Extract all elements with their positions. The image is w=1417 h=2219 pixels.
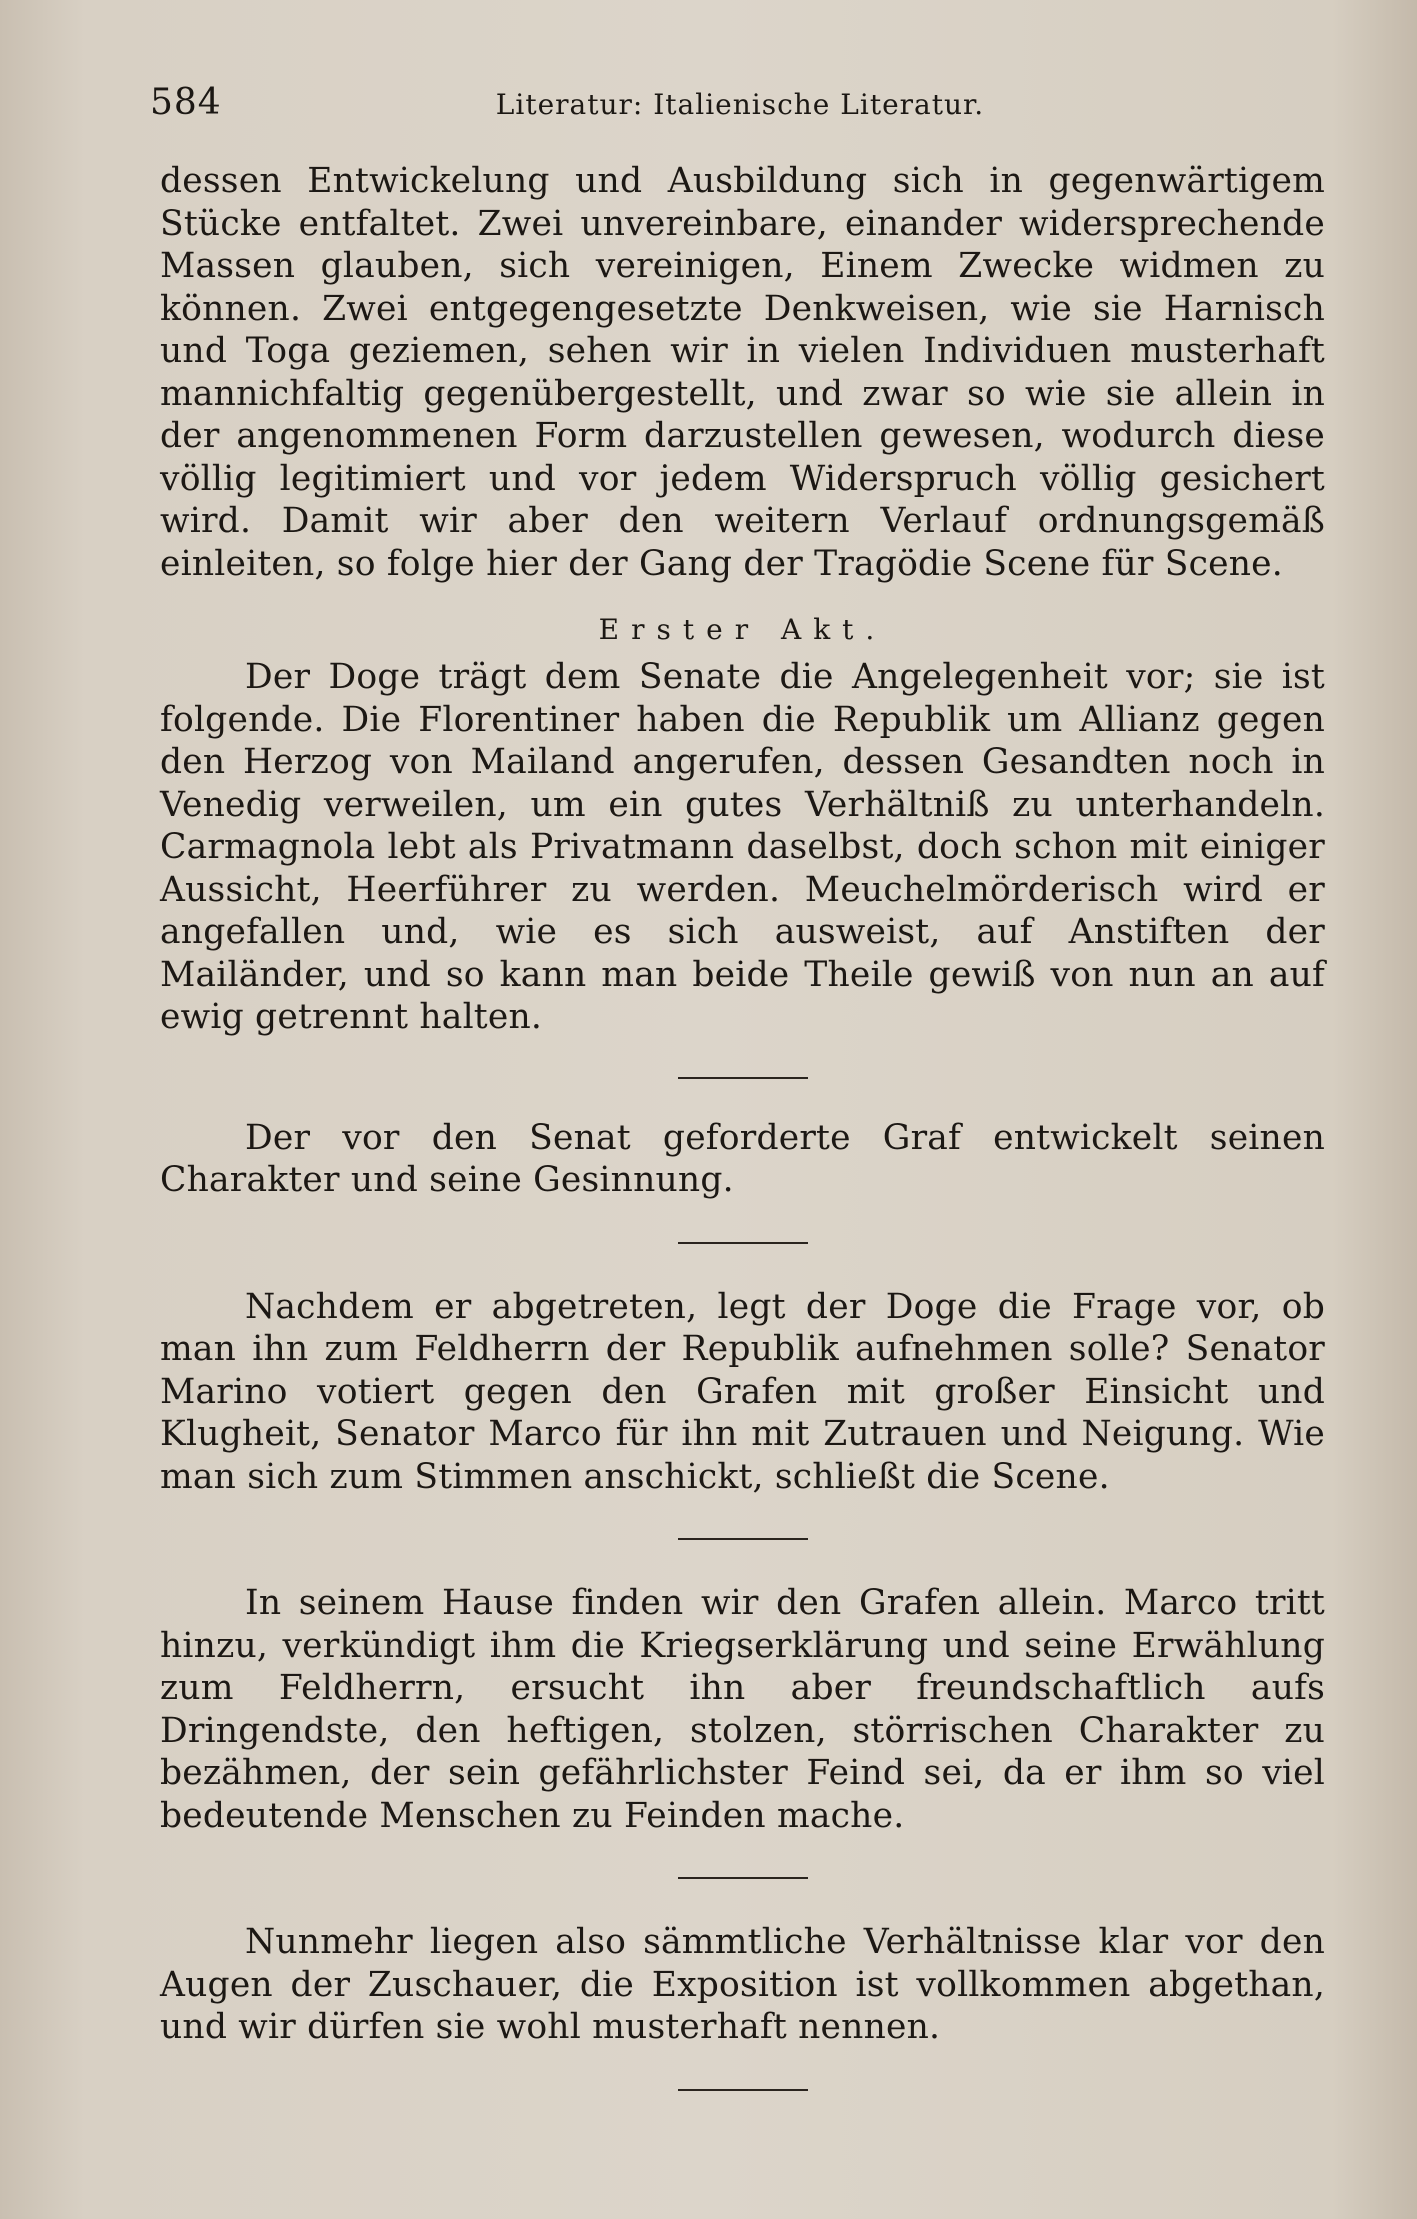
body-text bbox=[160, 160, 1325, 2091]
section-divider bbox=[678, 1077, 808, 1079]
section-divider bbox=[678, 1877, 808, 1879]
section-divider bbox=[678, 2089, 808, 2091]
paragraph-marco-visit: In seinem Hause finden wir den Grafen allein. Marco tritt hinzu, verkündigt ihm die Kriegserklärung und seine Erwählung zum Feldherrn, ersucht ihn aber freundschaftlich aufs Dringendste, den heftigen, stolzen, störrischen Charakter zu bezähmen, der sein gefährlichster Feind sei, da er ihm so viel bedeutende Menschen zu Feinden mache. bbox=[160, 1583, 1325, 1836]
section-divider bbox=[678, 1538, 808, 1540]
page-header bbox=[150, 82, 1330, 132]
paragraph-vote: Nachdem er abgetreten, legt der Doge die Frage vor, ob man ihn zum Feldherrn der Republik aufnehmen solle? Senator Marino votiert gegen den Grafen mit großer Einsicht und Klugheit, Senator Marco für ihn mit Zutrauen und Neigung. Wie man sich zum Stimmen anschickt, schließt die Scene. bbox=[160, 1286, 1325, 1497]
paragraph-exposition: Nunmehr liegen also sämmtliche Verhältnisse klar vor den Augen der Zuschauer, die Exposition ist vollkommen abgethan, und wir dürfen sie wohl musterhaft nennen. bbox=[160, 1922, 1325, 2047]
section-divider bbox=[678, 1242, 808, 1244]
paragraph-doge-senate: Der Doge trägt dem Senate die Angelegenheit vor; sie ist folgende. Die Florentiner haben die Republik um Allianz gegen den Herzog von Mailand angerufen, dessen Gesandten noch in Venedig verweilen, um ein gutes Verhältniß zu unterhandeln. Carmagnola lebt als Privatmann daselbst, doch schon mit einiger Aussicht, Heerführer zu werden. Meuchelmörderisch wird er angefallen und, wie es sich ausweist, auf Anstiften der Mailänder, und so kann man beide Theile gewiß von nun an auf ewig getrennt halten. bbox=[160, 657, 1325, 1037]
paragraph-count-character: Der vor den Senat geforderte Graf entwickelt seinen Charakter und seine Gesinnung. bbox=[160, 1117, 1325, 1200]
page-number: 584 bbox=[150, 82, 222, 123]
running-head: Literatur: Italienische Literatur. bbox=[495, 88, 985, 121]
act-heading: Erster Akt. bbox=[598, 613, 887, 646]
intro-paragraph: dessen Entwickelung und Ausbildung sich in gegenwärtigem Stücke entfaltet. Zwei unvereinbare, einander widersprechende Massen glauben, sich vereinigen, Einem Zwecke widmen zu können. Zwei entgegengesetzte Denkweisen, wie sie Harnisch und Toga geziemen, sehen wir in vielen Individuen musterhaft mannichfaltig gegenübergestellt, und zwar so wie sie allein in der angenommenen Form darzustellen gewesen, wodurch diese völlig legitimiert und vor jedem Widerspruch völlig gesichert wird. Damit wir aber den weitern Verlauf ordnungsgemäß einleiten, so folge hier der Gang der Tragödie Scene für Scene. bbox=[160, 161, 1325, 584]
